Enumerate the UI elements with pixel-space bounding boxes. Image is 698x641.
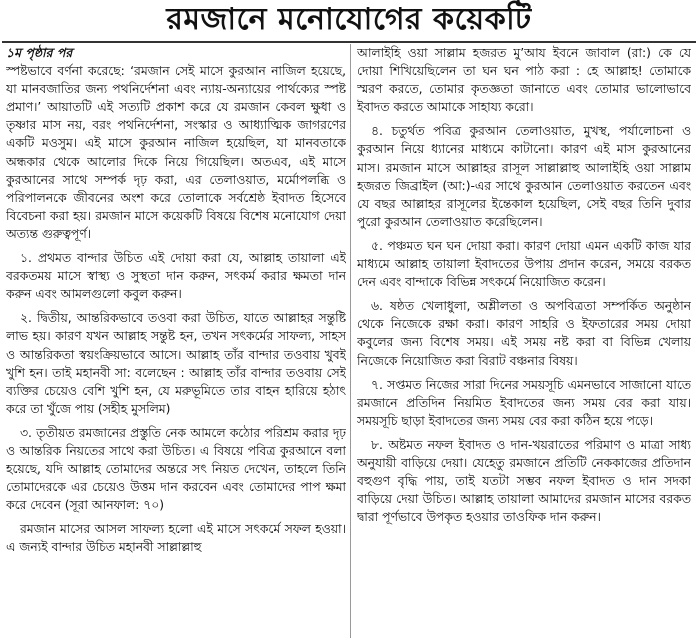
right-paragraph-continuation: আলাইহি ওয়া সাল্লাম হজরত মু’আয ইবনে জাবাল (রা:) কে যে দোয়া শিখিয়েছিলেন তা ঘন ঘন পাঠ করা : হে আল্লাহ! তোমাকে স্মরণ করতে, তোমার কৃতজ্ঞতা জানাতে এবং তোমার ভালোভাবে ইবাদত করতে আমাকে সাহায্য করো। [357,46,691,115]
column-divider [350,44,351,638]
left-paragraph-intro: স্পষ্টভাবে বর্ণনা করেছে: ‘রমজান সেই মাসে কুরআন নাজিল হয়েছে, যা মানবজাতির জন্য পথনির্দেশনা এবং ন্যায়-অন্যায়ের পার্থক্যের স্পষ্ট প্রমাণ।’ আয়াতটি এই সত্যটি প্রকাশ করে যে রমজান কেবল ক্ষুধা ও তৃষ্ণার মাস নয়, বরং পথনির্দেশনা, সংস্কার ও আধ্যাত্মিক জাগরণের একটি মওসুম। এই মাসে কুরআন নাজিল হয়েছিল, যা মানবতাকে অন্ধকার থেকে আলোর দিকে নিয়ে গিয়েছিল। অতএব, এই মাসে কুরআনের সাথে সম্পর্ক দৃঢ় করা, এর তেলাওয়াত, মর্মোপলব্ধি ও পরিপালনকে জীবনের অংশ করে তোলাকে সর্বশ্রেষ্ঠ ইবাদত হিসেবে বিবেচনা করা হয়। রমজান মাসে কয়েকটি বিষয়ে বিশেষ মনোযোগ দেয়া অত্যন্ত গুরুত্বপূর্ণ। [6,64,346,241]
left-paragraph-point-3: ৩. তৃতীয়ত রমজানের প্রস্তুতি নেক আমলে কঠোর পরিশ্রম করার দৃঢ় ও আন্তরিক নিয়তের সাথে করা উচিত। এ বিষয়ে পবিত্র কুরআনে বলা হয়েছে, যদি আল্লাহ তোমাদের অন্তরে সৎ নিয়ত দেখেন, তাহলে তিনি তোমাদেরকে এর চেয়েও উত্তম দান করবেন এবং তোমাদের পাপ ক্ষমা করে দেবেন (সূরা আনফাল: ৭০) [6,425,346,513]
continued-label: ১ম পৃষ্ঠার পর [6,45,73,60]
left-paragraph-closing: রমজান মাসের আসল সাফল্য হলো এই মাসে সৎকর্মে সফল হওয়া। এ জন্যই বান্দার উচিত মহানবী সাল্লাল্লাহু [6,522,346,555]
right-paragraph-point-8: ৮. অষ্টমত নফল ইবাদত ও দান-খয়রাতের পরিমাণ ও মাত্রা সাধ্য অনুযায়ী বাড়িয়ে দেয়া। যেহেতু রমজানে প্রতিটি নেককাজের প্রতিদান বহুগুণ বৃদ্ধি পায়, তাই যতটা সম্ভব নফল ইবাদত ও দান সদকা বাড়িয়ে দেয়া উচিত। আল্লাহ তায়ালা আমাদের রমজান মাসের বরকত দ্বারা পূর্ণভাবে উপকৃত হওয়ার তাওফিক দান করুন। [357,437,691,525]
right-paragraph-point-4: ৪. চতুর্থত পবিত্র কুরআন তেলাওয়াত, মুখস্থ, পর্যালোচনা ও কুরআন নিয়ে ধ্যানের মাধ্যমে কাটানো। কারণ এই মাস কুরআনের মাস। রমজান মাসে আল্লাহর রাসূল সাল্লাল্লাহু আলাইহি ওয়া সাল্লাম হজরত জিব্রাইল (আ:)-এর সাথে কুরআন তেলাওয়াত করতেন এবং যে বছর আল্লাহর রাসূলের ইন্তেকাল হয়েছিল, সেই বছর তিনি দুবার পুরো কুরআন তেলাওয়াত করেছিলেন। [357,124,691,229]
right-column [357,44,691,638]
headline: রমজানে মনোযোগের কয়েকটি [166,2,532,37]
right-paragraph-point-6: ৬. ষষ্ঠত খেলাধুলা, অশ্লীলতা ও অপবিত্রতা সম্পর্কিত অনুষ্ঠান থেকে নিজেকে রক্ষা করা। কারণ সাহরি ও ইফতারের সময় দোয়া কবুলের জন্য বিশেষ সময়। এই সময় নষ্ট করা বা বিভিন্ন খেলায় নিজেকে নিয়োজিত করা বিরাট বঞ্চনার বিষয়। [357,299,691,368]
left-column [6,44,346,638]
headline-rule [2,41,696,43]
right-paragraph-point-5: ৫. পঞ্চমত ঘন ঘন দোয়া করা। কারণ দোয়া এমন একটি কাজ যার মাধ্যমে আল্লাহ তায়ালা ইবাদতের উপায় প্রদান করেন, সময়ে বরকত দেন এবং বান্দাকে বিভিন্ন সৎকর্মে নিয়োজিত করেন। [357,238,691,290]
left-paragraph-point-1: ১. প্রথমত বান্দার উচিত এই দোয়া করা যে, আল্লাহ তায়ালা এই বরকতময় মাসে স্বাস্থ্য ও সুস্থতা দান করুন, সৎকর্ম করার ক্ষমতা দান করুন এবং আমলগুলো কবুল করুন। [6,251,346,302]
right-paragraph-point-7: ৭. সপ্তমত নিজের সারা দিনের সময়সূচি এমনভাবে সাজানো যাতে রমজানে প্রতিদিন নিয়মিত ইবাদতের জন্য সময় বের করা যায়। সময়সূচি ছাড়া ইবাদতের জন্য সময় বের করা কঠিন হয়ে পড়ে। [357,377,691,428]
left-paragraph-point-2: ২. দ্বিতীয়, আন্তরিকভাবে তওবা করা উচিত, যাতে আল্লাহর সন্তুষ্টি লাভ হয়। কারণ যখন আল্লাহ সন্তুষ্ট হন, তখন সৎকর্মের সাফল্য, সাহস ও আন্তরিকতা স্বয়ংক্রিয়ভাবে আসে। আল্লাহ তাঁর বান্দার তওবায় খুবই খুশি হন। তাই মহানবী সা: বলেছেন : আল্লাহ তাঁর বান্দার তওবায় সেই ব্যক্তির চেয়েও বেশি খুশি হন, যে মরুভূমিতে তার বাহন হারিয়ে হঠাৎ করে তা খুঁজে পায় (সহীহ মুসলিম) [6,311,346,416]
